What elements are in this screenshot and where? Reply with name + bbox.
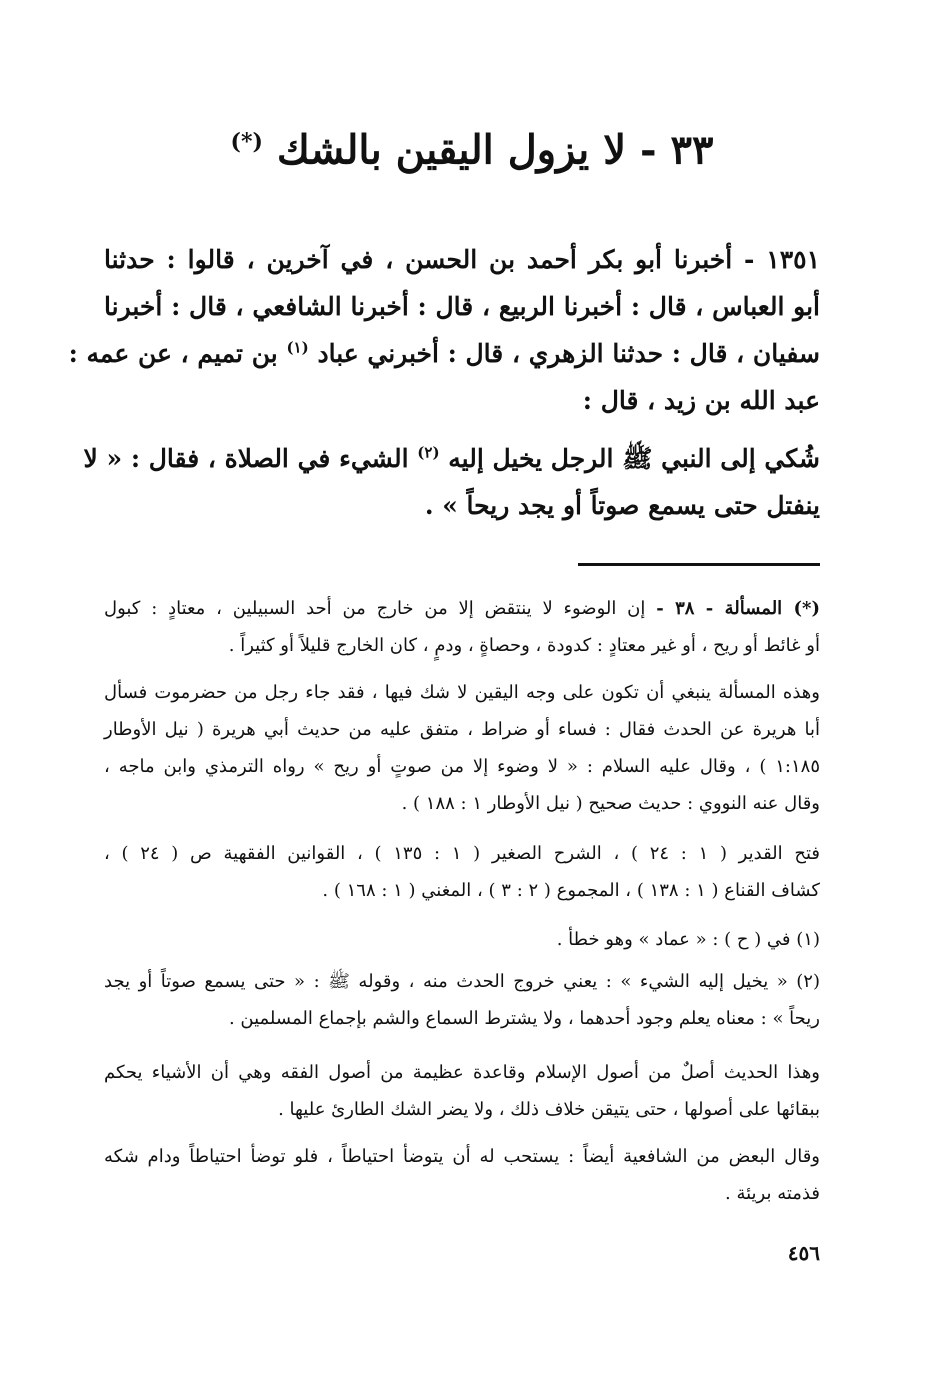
- references-line-2: كشاف القناع ( ١ : ١٣٨ ) ، المجموع ( ٢ : ٣ ) ، المغني ( ١ : ١٦٨ ) .: [322, 880, 820, 901]
- explanation-line-3: ١:١٨٥ ) ، وقال عليه السلام : « لا وضوء إلا من صوتٍ أو ريح » رواه الترمذي وابن ماجه ،: [104, 756, 820, 777]
- footnote-2-line-1: (٢) « يخيل إليه الشيء » : يعني خروج الحدث منه ، وقوله ﷺ : « حتى يسمع صوتاً أو يجد: [104, 971, 820, 992]
- chapter-title: [100, 118, 844, 174]
- shafii-line-1: وقال البعض من الشافعية أيضاً : يستحب له أن يتوضأ احتياطاً ، فلو توضأ احتياطاً ودام شكه: [104, 1146, 820, 1167]
- isnad-line-3: [68, 330, 820, 377]
- page-number: ٤٥٦: [787, 1241, 820, 1265]
- isnad-line-3-a: سفيان ، قال : حدثنا الزهري ، قال : أخبرني عباد: [317, 339, 820, 368]
- principle-line-1: وهذا الحديث أصلٌ من أصول الإسلام وقاعدة عظيمة من أصول الفقه وهي أن الأشياء يحكم: [104, 1062, 820, 1083]
- matn-line-1-a: شُكي إلى النبي ﷺ الرجل يخيل إليه: [448, 444, 820, 473]
- matn-line-1: [83, 435, 820, 482]
- hadith-isnad-paragraph: [68, 236, 820, 424]
- footnote-star-text-1: إن الوضوء لا ينتقض إلا من خارج من أحد السبيلين ، معتادٍ : كبول: [104, 598, 646, 619]
- principle-line-2: ببقائها على أصولها ، حتى يتيقن خلاف ذلك ، ولا يضر الشك الطارئ عليها .: [278, 1099, 820, 1120]
- chapter-title-footnote-mark: (*): [230, 129, 263, 155]
- footnote-1: [104, 921, 820, 958]
- footnote-star-line-1: [104, 590, 820, 627]
- matn-line-2: ينفتل حتى يسمع صوتاً أو يجد ريحاً » .: [424, 491, 820, 520]
- references-line-1: فتح القدير ( ١ : ٢٤ ) ، الشرح الصغير ( ١ : ١٣٥ ) ، القوانين الفقهية ص ( ٢٤ ) ،: [104, 843, 821, 864]
- matn-line-1-b: الشيء في الصلاة ، فقال : « لا: [83, 444, 409, 473]
- explanation-line-4: وقال عنه النووي : حديث صحيح ( نيل الأوطار ١ : ١٨٨ ) .: [401, 793, 820, 814]
- footnote-star-label: (*) المسألة - ٣٨ -: [656, 598, 820, 619]
- footnote-principle: [104, 1054, 820, 1128]
- isnad-line-4: عبد الله بن زيد ، قال :: [582, 386, 820, 415]
- shafii-line-2: فذمته بريئة .: [725, 1183, 820, 1204]
- isnad-line-3-b: بن تميم ، عن عمه :: [68, 339, 278, 368]
- footnote-explanation: [104, 674, 820, 822]
- footnote-divider: [578, 563, 820, 566]
- footnote-1-line: (١) في ( ح ) : « عماد » وهو خطأ .: [556, 929, 820, 950]
- isnad-line-1: ١٣٥١ - أخبرنا أبو بكر أحمد بن الحسن ، في آخرين ، قالوا : حدثنا: [104, 245, 820, 274]
- chapter-title-text: ٣٣ - لا يزول اليقين بالشك: [276, 126, 714, 174]
- hadith-matn-paragraph: [83, 435, 820, 529]
- footnote-2-line-2: ريحاً » : معناه يعلم وجود أحدهما ، ولا يشترط السماع والشم بإجماع المسلمين .: [228, 1008, 820, 1029]
- footnote-2: [104, 963, 820, 1037]
- explanation-line-2: أبا هريرة عن الحدث فقال : فساء أو ضراط ، متفق عليه من حديث أبي هريرة ( نيل الأوطار: [104, 719, 820, 740]
- footnote-shafii: [104, 1138, 820, 1212]
- footnote-star: [104, 590, 820, 664]
- isnad-line-2: أبو العباس ، قال : أخبرنا الربيع ، قال : أخبرنا الشافعي ، قال : أخبرنا: [104, 292, 820, 321]
- footnote-ref-2: (٢): [417, 443, 440, 462]
- explanation-line-1: وهذه المسألة ينبغي أن تكون على وجه اليقين لا شك فيها ، فقد جاء رجل من حضرموت فسأل: [104, 682, 820, 703]
- footnote-ref-1: (١): [286, 338, 309, 357]
- footnote-references: [104, 835, 820, 909]
- footnote-star-line-2: أو غائط أو ريح ، أو غير معتادٍ : كدودة ، وحصاةٍ ، ودمٍ ، كان الخارج قليلاً أو كثيراً .: [228, 635, 820, 656]
